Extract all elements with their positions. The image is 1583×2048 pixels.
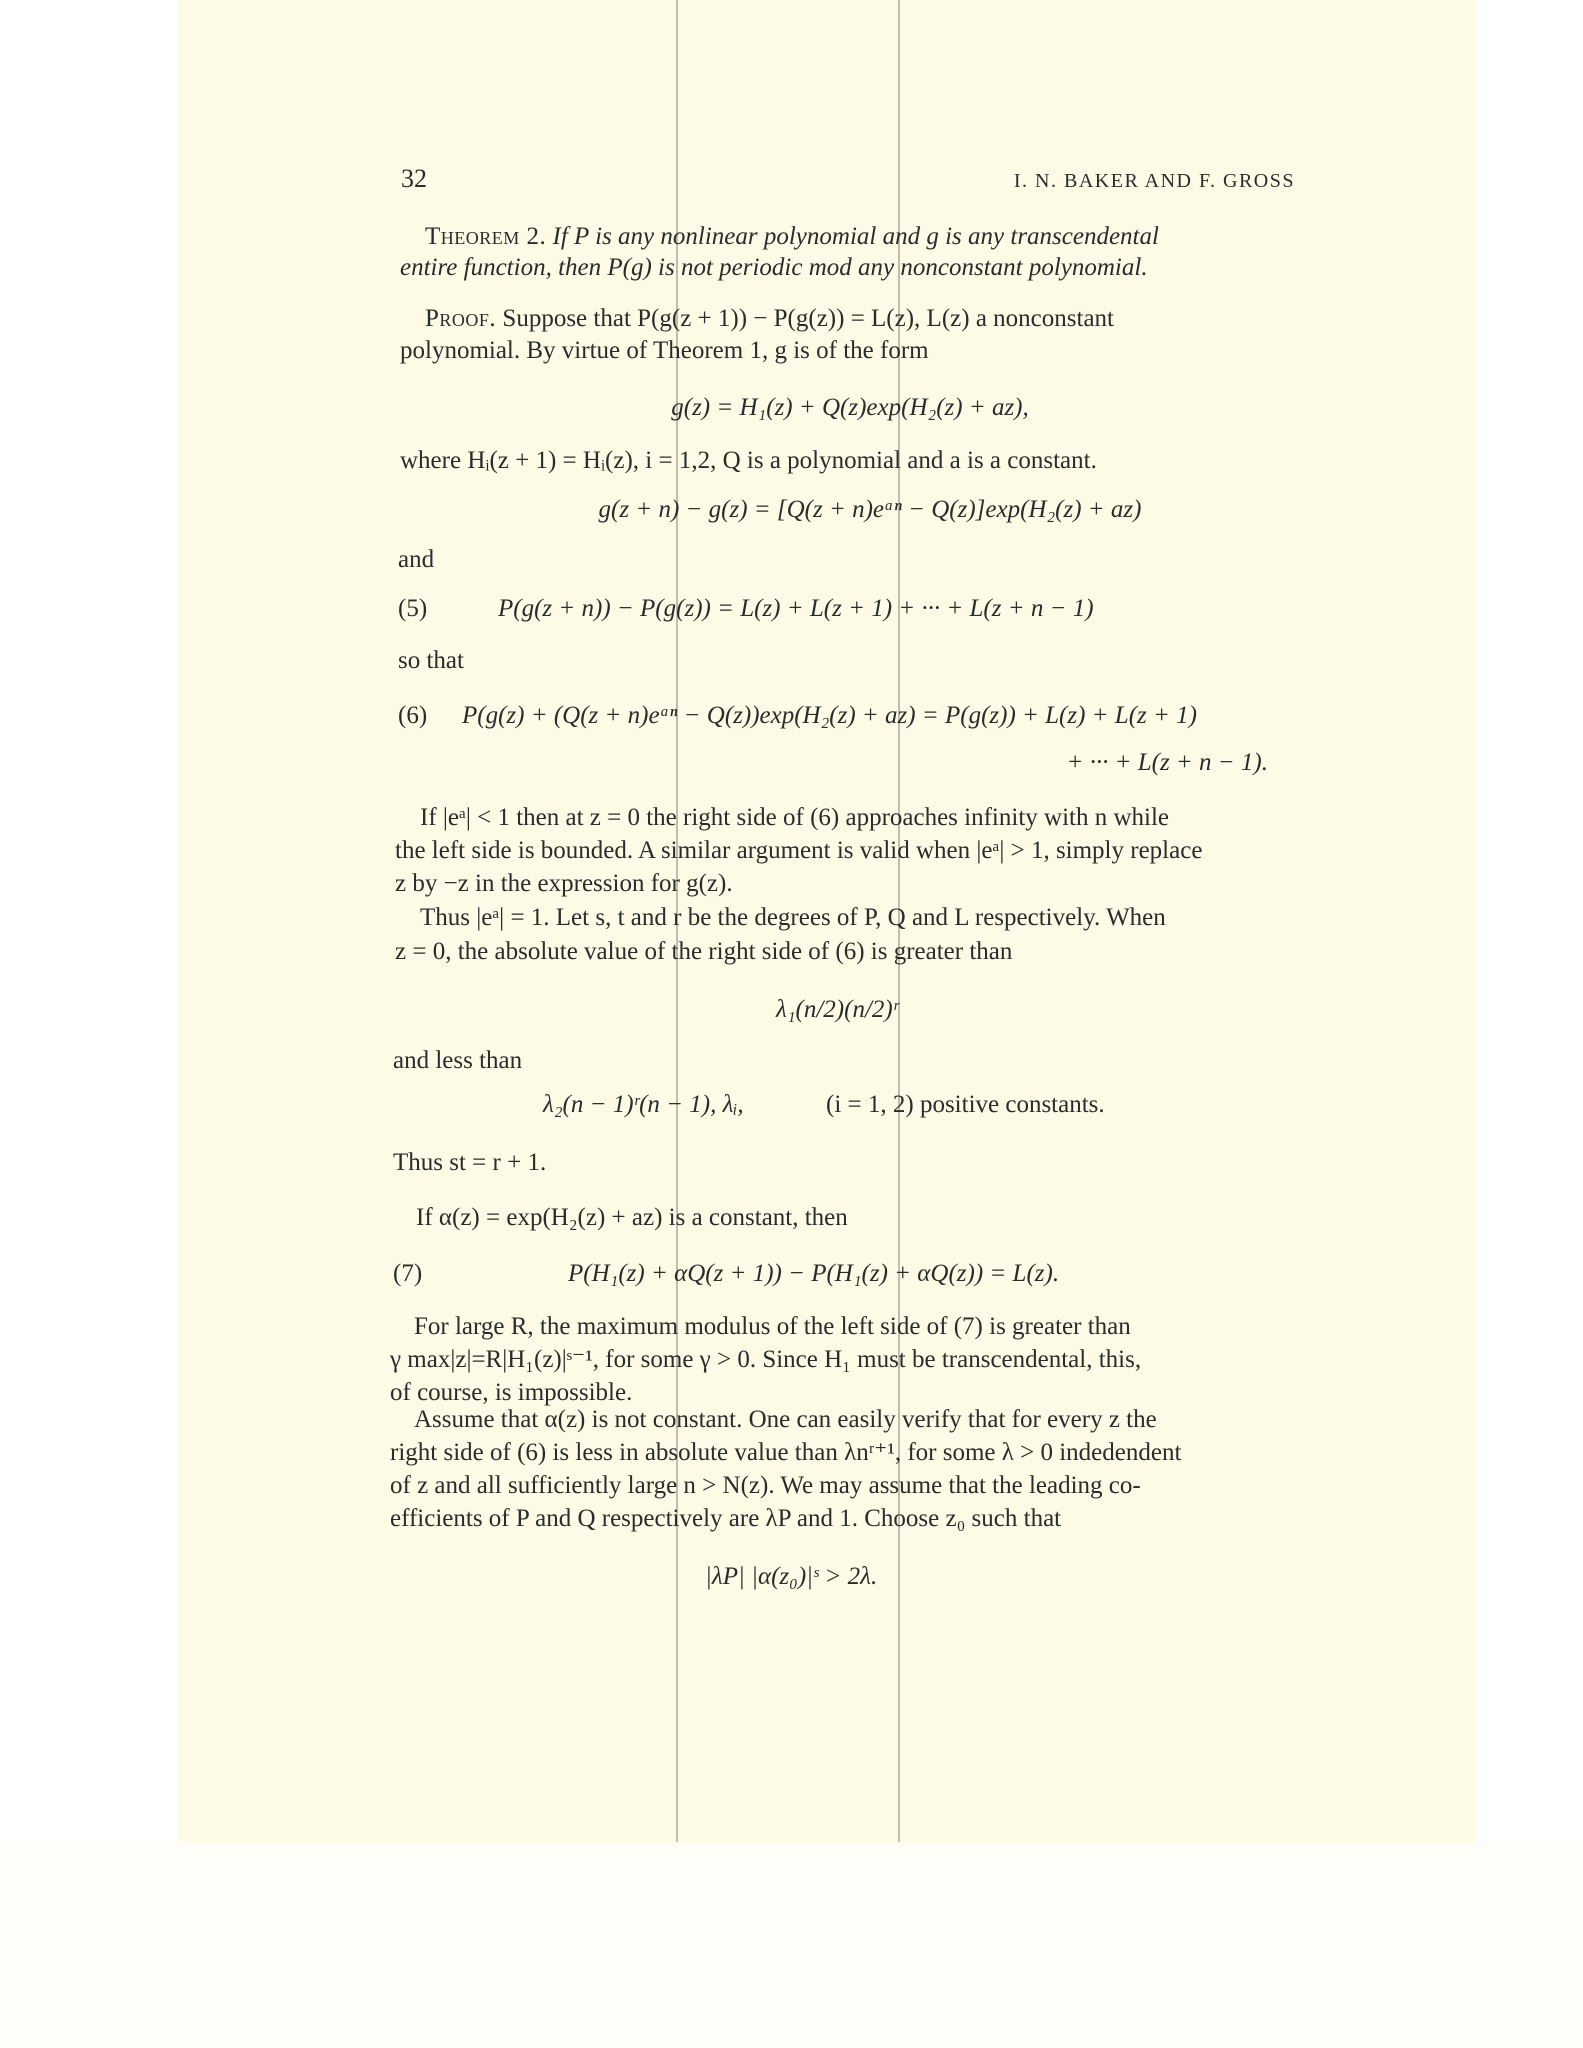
equation-text: λ₂(n − 1)ʳ(n − 1), λᵢ, [543,1091,744,1118]
thus-st-line: Thus st = r + 1. [393,1149,547,1176]
paragraph-2-line-2: z = 0, the absolute value of the right side of (6) is greater than [395,938,1013,965]
equation-g-difference [420,495,1320,525]
and-text: and [398,546,435,573]
equation-5 [498,594,1094,624]
equation-text: P(g(z + n)) − P(g(z)) = L(z) + L(z + 1) + ··· + L(z + n − 1) [498,595,1094,622]
theorem-statement-line-1 [425,222,1159,252]
proof-line-2: polynomial. By virtue of Theorem 1, g is of the form [400,337,929,364]
theorem-text: If P is any nonlinear polynomial and g is any transcendental [552,223,1159,250]
equation-text: |λP| |α(z₀)|ˢ > 2λ. [705,1563,878,1590]
equation-text: λ₁(n/2)(n/2)ʳ [776,996,899,1023]
proof-line-1 [425,304,1114,334]
page-number: 32 [401,164,427,193]
theorem-statement-line-2 [400,253,1148,283]
equation-6-label: (6) [398,702,428,729]
paragraph-3-line-2: γ max|z|=R|H₁(z)|ˢ⁻¹, for some γ > 0. Since H₁ must be transcendental, this, [390,1346,1142,1373]
proof-text: Suppose that P(g(z + 1)) − P(g(z)) = L(z), L(z) a nonconstant [502,305,1114,332]
equation-text: + ··· + L(z + n − 1). [1066,749,1268,776]
page-margin-bottom [0,1842,1583,2048]
paragraph-1-line-2: the left side is bounded. A similar argument is valid when |eᵃ| > 1, simply replace [395,837,1203,864]
equation-text: P(H₁(z) + αQ(z + 1)) − P(H₁(z) + αQ(z)) = L(z). [568,1260,1060,1287]
proof-label: Proof. [425,305,497,332]
theorem-label: Theorem 2. [425,223,547,250]
equation-lambda-2-note: (i = 1, 2) positive constants. [826,1091,1105,1118]
paragraph-1-line-3: z by −z in the expression for g(z). [395,870,733,897]
paragraph-4-line-3: of z and all sufficiently large n > N(z). We may assume that the leading co- [390,1472,1141,1499]
paragraph-1-line-1: If |eᵃ| < 1 then at z = 0 the right side of (6) approaches infinity with n while [420,804,1170,831]
equation-lambda-1 [776,995,898,1025]
paragraph-4-line-4: efficients of P and Q respectively are λP and 1. Choose z₀ such that [390,1505,1062,1532]
paragraph-3-line-3: of course, is impossible. [390,1379,633,1406]
paragraph-4-line-2: right side of (6) is less in absolute value than λnʳ⁺¹, for some λ > 0 indedendent [390,1439,1182,1466]
equation-5-label: (5) [398,595,428,622]
theorem-text: entire function, then P(g) is not periodic mod any nonconstant polynomial. [400,254,1148,281]
equation-g-form [400,393,1300,423]
where-line: where Hᵢ(z + 1) = Hᵢ(z), i = 1,2, Q is a polynomial and a is a constant. [400,447,1097,474]
equation-text: g(z + n) − g(z) = [Q(z + n)eᵃⁿ − Q(z)]exp(H₂(z) + az) [598,496,1142,523]
equation-6-line-1 [462,701,1197,731]
so-that-text: so that [398,647,464,674]
if-alpha-line: If α(z) = exp(H₂(z) + az) is a constant, then [416,1204,848,1231]
running-head: I. N. BAKER AND F. GROSS [1013,170,1295,192]
equation-6-line-2 [900,748,1268,778]
equation-7 [568,1259,1059,1289]
paragraph-4-line-1: Assume that α(z) is not constant. One can easily verify that for every z the [414,1406,1157,1433]
equation-text: g(z) = H₁(z) + Q(z)exp(H₂(z) + az), [671,394,1029,421]
and-less-than-text: and less than [393,1047,523,1074]
equation-final [705,1562,877,1592]
equation-7-label: (7) [393,1260,423,1287]
equation-text: P(g(z) + (Q(z + n)eᵃⁿ − Q(z))exp(H₂(z) + az) = P(g(z)) + L(z) + L(z + 1) [462,702,1197,729]
equation-lambda-2 [543,1090,744,1120]
paragraph-3-line-1: For large R, the maximum modulus of the left side of (7) is greater than [414,1313,1131,1340]
paragraph-2-line-1: Thus |eᵃ| = 1. Let s, t and r be the degrees of P, Q and L respectively. When [420,904,1166,931]
